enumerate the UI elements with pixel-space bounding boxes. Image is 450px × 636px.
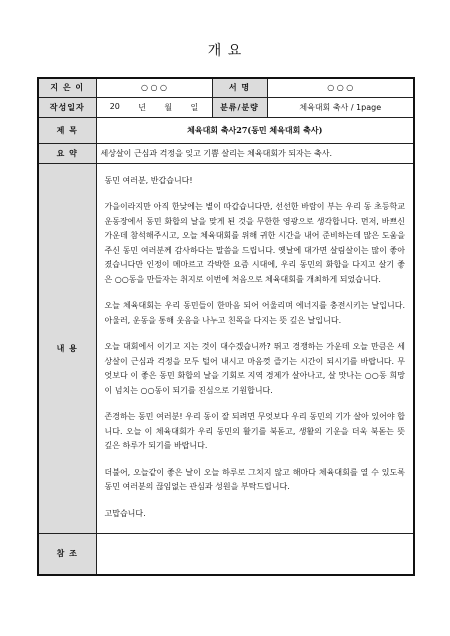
date-month-unit: 월: [164, 102, 173, 112]
content-paragraph: 존경하는 동민 여러분! 우리 동이 잘 되려면 무엇보다 우리 동민의 기가 살아 있어야 합니다. 오늘 이 체육대회가 우리 동민의 활기를 북돋고, 생활의 기운을 더욱 북돋는 뜻 깊은 하루가 되기를 바랍니다.: [104, 412, 405, 450]
reference-value: [96, 534, 414, 575]
subject-value: 체육대회 축사27(동민 체육대회 축사): [96, 117, 414, 143]
reference-label: 참 조: [38, 534, 96, 575]
document-title: 개 요: [207, 43, 243, 59]
content-label: 내 용: [38, 163, 96, 534]
date-label: 작성일자: [38, 97, 96, 117]
overview-form: [37, 77, 415, 576]
author-value: ○ ○ ○: [96, 78, 212, 97]
date-year: 20: [109, 101, 120, 111]
signature-label: 서 명: [212, 78, 267, 97]
date-year-unit: 년: [138, 102, 146, 112]
summary-value: 세상살이 근심과 걱정을 잊고 기쁨 살리는 체육대회가 되자는 축사.: [96, 143, 414, 163]
summary-label: 요 약: [38, 143, 96, 163]
signature-value: ○ ○ ○: [267, 78, 414, 97]
content-paragraph: 오늘 체육대회는 우리 동민들이 한마음 되어 어울리며 에너지를 충전시키는 날입니다. 아울러, 운동을 통해 웃음을 나누고 친목을 다지는 뜻 깊은 날입니다.: [104, 301, 405, 325]
content-paragraph: 더불어, 오늘같이 좋은 날이 오늘 하루로 그치지 않고 해마다 체육대회를 열 수 있도록 동민 여러분의 끊임없는 관심과 성원을 부탁드립니다.: [104, 467, 405, 491]
date-day-unit: 일: [190, 102, 199, 112]
content-paragraph: 동민 여러분, 반갑습니다!: [104, 175, 193, 185]
content-body: [96, 163, 414, 534]
author-label: 지 은 이: [38, 78, 96, 97]
date-value: [96, 97, 212, 117]
category-value: 체육대회 축사 / 1page: [267, 97, 414, 117]
subject-label: 제 목: [38, 117, 96, 143]
category-label: 분류/분량: [212, 97, 267, 117]
content-paragraph: 고맙습니다.: [104, 508, 146, 518]
content-paragraph: 가을이라지만 아직 한낮에는 볕이 따갑습니다만, 선선한 바람이 부는 우리 동 초등학교 운동장에서 동민 화합의 날을 맞게 된 것을 무한한 영광으로 생각합니다. 먼저, 바쁘신 가운데 참석해주시고, 오늘 체육대회를 위해 귀한 시간을 내어 준비하는데 많은 도움을 주신 동민 여러분께 감사하다는 말씀을 드립니다. 옛날에 대가면 살림살이는 많이 좋아졌습니다만 인정이 메마르고 각박한 요즘 시대에, 우리 동민의 화합을 다지고 살기 좋은 ○○동을 만들자는 취지로 이번에 처음으로 체육대회를 개최하게 되었습니다.: [104, 202, 405, 284]
content-paragraph: 오늘 대회에서 이기고 지는 것이 대수겠습니까? 뛰고 경쟁하는 가운데 오늘 만큼은 세상살이 근심과 걱정을 모두 털어 내시고 마음껏 즐기는 시간이 되시기를 바랍니다. 무엇보다 이 좋은 동민 화합의 날을 기회로 지역 경제가 살아나고, 살 맛나는 ○○동 희망이 넘치는 ○○동이 되기를 진심으로 기원합니다.: [104, 342, 405, 395]
